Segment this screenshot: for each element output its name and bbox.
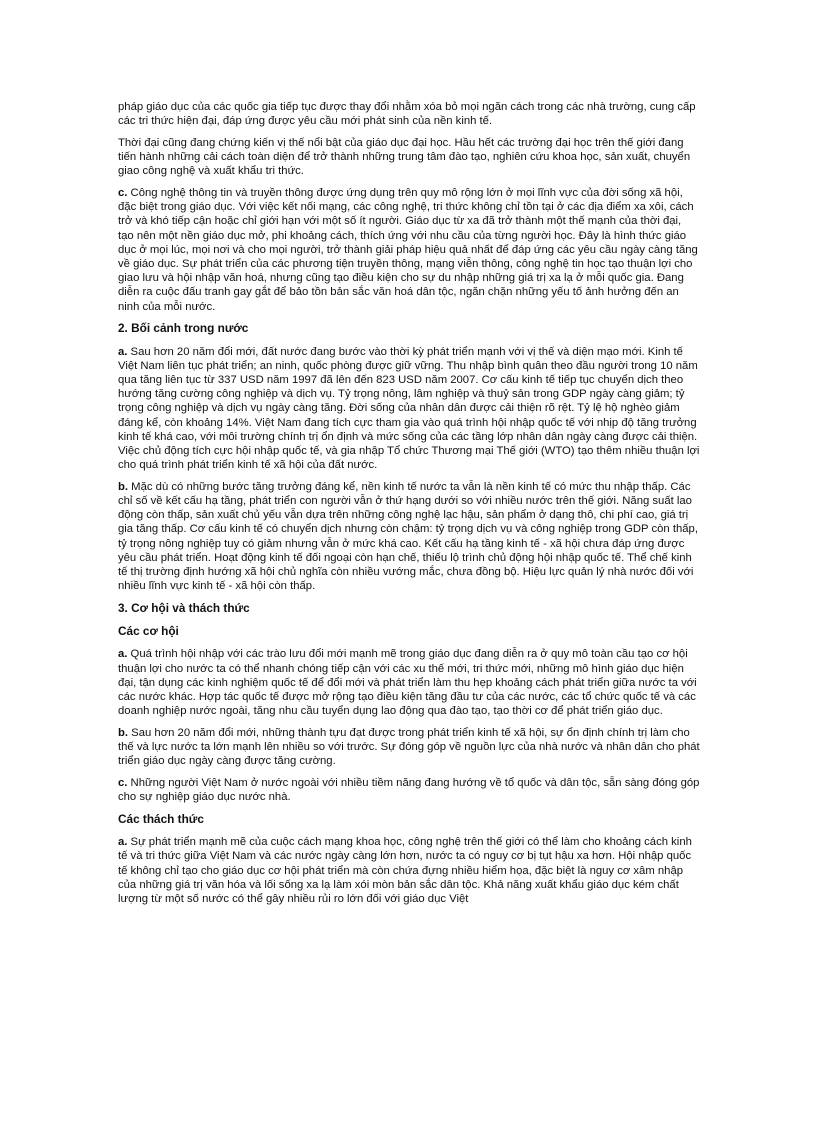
- paragraph-text: Công nghệ thông tin và truyền thông được ứng dụng trên quy mô rộng lớn ở mọi lĩnh vực của đời sống xã hội, đặc biệt trong giáo dục. Với việc kết nối mạng, các công nghệ, tri thức không chỉ tồn tại ở các địa điểm xa xôi, cách trở và khó tiếp cận hoặc chỉ giới hạn với một số ít người. Giáo dục từ xa đã trở thành một thế mạnh của thời đại, tạo nên một nền giáo dục mở, phi khoảng cách, thích ứng với nhu cầu của từng người học. Đây là hình thức giáo dục ở mọi lúc, mọi nơi và cho mọi người, trở thành giải pháp hiệu quả nhất để đáp ứng các yêu cầu ngày càng tăng về giáo dục. Sự phát triển của các phương tiện truyền thông, mạng viễn thông, công nghệ tin học tạo thuận lợi cho giao lưu và hội nhập văn hoá, nhưng cũng tạo điều kiện cho sự du nhập những giá trị xa lạ ở mỗi quốc gia. Đang diễn ra cuộc đấu tranh gay gắt để bảo tồn bản sắc văn hoá dân tộc, ngăn chặn những yếu tố ảnh hưởng đến an ninh của mỗi nước.: [118, 187, 698, 313]
- item-marker: a.: [118, 836, 128, 849]
- paragraph-text: Những người Việt Nam ở nước ngoài với nhiều tiềm năng đang hướng về tổ quốc và dân tộc, sẵn sàng đóng góp cho sự nghiệp giáo dục nước nhà.: [118, 777, 700, 804]
- paragraph-text: Mặc dù có những bước tăng trưởng đáng kể, nền kinh tế nước ta vẫn là nền kinh tế có mức thu nhập thấp. Các chỉ số về kết cấu hạ tầng, phát triển con người vẫn ở thứ hạng dưới so với nhiều nước trên thế giới. Năng suất lao động còn thấp, sản xuất chủ yếu vẫn dựa trên những công nghệ lạc hậu, sản phẩm ở dạng thô, chi phí cao, giá trị gia tăng thấp. Cơ cấu kinh tế có chuyển dịch nhưng còn chậm: tỷ trọng dịch vụ và công nghiệp trong GDP còn thấp, tỷ trọng nông nghiệp tuy có giảm nhưng vẫn ở mức khá cao. Kết cấu hạ tầng kinh tế - xã hội chưa đáp ứng được yêu cầu phát triển. Hoạt động kinh tế đối ngoại còn hạn chế, thiếu lộ trình chủ động hội nhập quốc tế. Thể chế kinh tế thị trường định hướng xã hội chủ nghĩa còn nhiều vướng mắc, chưa đồng bộ. Hiệu lực quản lý nhà nước đối với nhiều lĩnh vực kinh tế - xã hội còn thấp.: [118, 480, 698, 593]
- section-heading-domestic-context: 2. Bối cảnh trong nước: [118, 321, 249, 336]
- paragraph-education-systems: pháp giáo dục của các quốc gia tiếp tục được thay đổi nhằm xóa bỏ mọi ngăn cách trong các nhà trường, cung cấp các tri thức hiện đại, đáp ứng được yêu cầu mới phát sinh của nền kinh tế.: [118, 101, 696, 128]
- paragraph-text: Sau hơn 20 năm đổi mới, đất nước đang bước vào thời kỳ phát triển mạnh với vị thế và diện mạo mới. Kinh tế Việt Nam liên tục phát triển; an ninh, quốc phòng được giữ vững. Thu nhập bình quân theo đầu người trong 10 năm qua tăng liên tục từ 337 USD năm 1997 đã lên đến 823 USD năm 2007. Cơ cấu kinh tế tiếp tục chuyển dịch theo hướng tăng cường công nghiệp và dịch vụ. Tỷ trọng nông, lâm nghiệp và thuỷ sản trong GDP ngày càng giảm; tỷ trọng công nghiệp và dịch vụ ngày càng tăng. Đời sống của nhân dân được cải thiện rõ rệt. Tỷ lệ hộ nghèo giảm đáng kể, còn khoảng 14%. Việt Nam đang tích cực tham gia vào quá trình hội nhập quốc tế với nhịp độ tăng trưởng kinh tế khá cao, với môi trường chính trị ổn định và mức sống của các tầng lớp nhân dân ngày càng được cải thiện. Việc chủ động tích cực hội nhập quốc tế, và gia nhập Tổ chức Thương mại Thế giới (WTO) tạo thêm nhiều thuận lợi cho quá trình phát triển kinh tế xã hội của đất nước.: [118, 345, 700, 472]
- paragraph-opportunity-b: [118, 726, 700, 769]
- paragraph-economic-limits: [118, 480, 700, 594]
- paragraph-opportunity-a: [118, 647, 700, 718]
- paragraph-text: Sự phát triển mạnh mẽ của cuộc cách mạng khoa học, công nghệ trên thế giới có thể làm cho khoảng cách kinh tế và tri thức giữa Việt Nam và các nước ngày càng lớn hơn, nước ta có nguy cơ bị tụt hậu xa hơn. Hội nhập quốc tế không chỉ tạo cho giáo dục cơ hội phát triển mà còn chứa đựng nhiều hiểm họa, đặc biệt là nguy cơ xâm nhập của những giá trị văn hóa và lối sống xa lạ làm xói mòn bản sắc dân tộc. Khả năng xuất khẩu giáo dục kém chất lượng từ một số nước có thể gây nhiều rủi ro lớn đối với giáo dục Việt: [118, 836, 692, 905]
- section-heading-opportunities-challenges: 3. Cơ hội và thách thức: [118, 601, 250, 615]
- paragraph-challenge-a: [118, 835, 700, 906]
- item-marker: b.: [118, 480, 129, 493]
- item-marker: c.: [118, 777, 128, 790]
- item-marker: c.: [118, 187, 128, 200]
- paragraph-ict: [118, 186, 700, 314]
- paragraph-economic-growth: [118, 345, 700, 473]
- paragraph-text: Quá trình hội nhập với các trào lưu đổi mới mạnh mẽ trong giáo dục đang diễn ra ở quy mô toàn cầu tạo cơ hội thuận lợi cho nước ta có thể nhanh chóng tiếp cận với các xu thế mới, tri thức mới, những mô hình giáo dục hiện đại, tận dụng các kinh nghiệm quốc tế để đổi mới và phát triển làm thu hẹp khoảng cách phát triển giữa nước ta với các nước khác. Hợp tác quốc tế được mở rộng tạo điều kiện tăng đầu tư của các nước, các tổ chức quốc tế và các doanh nghiệp nước ngoài, tăng nhu cầu tuyển dụng lao động qua đào tạo, tạo thời cơ để phát triển giáo dục.: [118, 648, 697, 718]
- paragraph-higher-education: Thời đại cũng đang chứng kiến vị thế nổi bật của giáo dục đại học. Hầu hết các trường đại học trên thế giới đang tiến hành những cải cách toàn diện để trở thành những trung tâm đào tạo, nghiên cứu khoa học, sản xuất, chuyển giao công nghệ và xuất khẩu tri thức.: [118, 136, 691, 178]
- subheading-challenges: Các thách thức: [118, 811, 204, 826]
- item-marker: a.: [118, 648, 128, 661]
- subheading-opportunities: Các cơ hội: [118, 624, 179, 639]
- document-page: [118, 100, 700, 914]
- paragraph-text: Sau hơn 20 năm đổi mới, những thành tựu đạt được trong phát triển kinh tế xã hội, sự ổn định chính trị làm cho thế và lực nước ta lớn mạnh lên nhiều so với trước. Sự đóng góp về nguồn lực của nhà nước và nhân dân cho phát triển giáo dục ngày càng được tăng cường.: [118, 726, 700, 768]
- item-marker: a.: [118, 345, 128, 358]
- paragraph-opportunity-c: [118, 776, 700, 804]
- item-marker: b.: [118, 726, 129, 739]
